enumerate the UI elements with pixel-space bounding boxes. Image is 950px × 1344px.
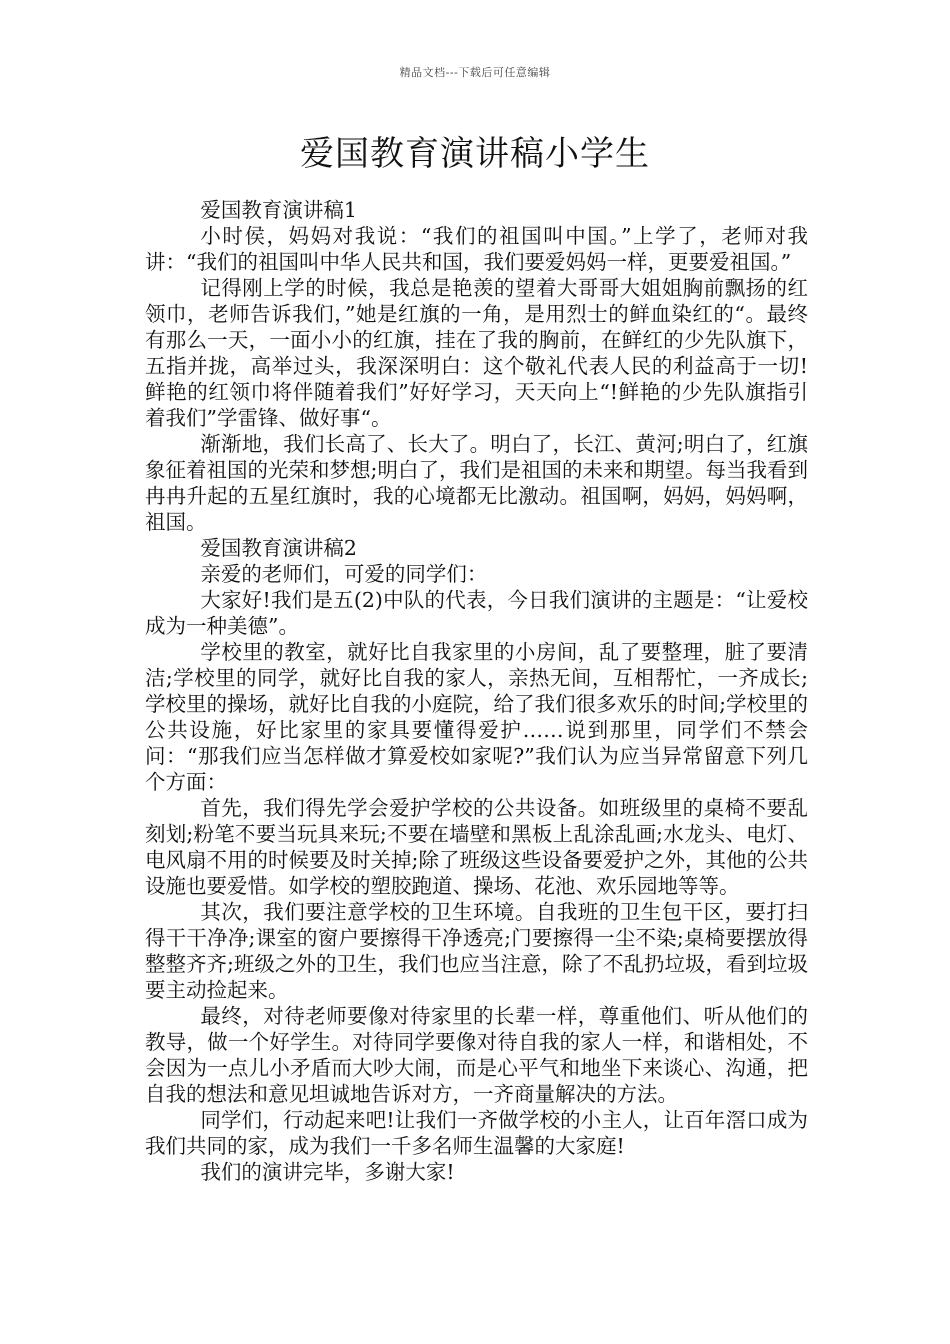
- paragraph: 渐渐地，我们长高了、长大了。明白了，长江、黄河;明白了，红旗象征着祖国的光荣和梦想;明白了，我们是祖国的未来和期望。每当我看到冉冉升起的五星红旗时，我的心境都无比激动。祖国啊，妈妈，妈妈啊，祖国。: [145, 432, 808, 534]
- paragraph: 小时侯，妈妈对我说：“我们的祖国叫中国。”上学了，老师对我讲：“我们的祖国叫中华人民共和国，我们要爱妈妈一样，更要爱祖国。”: [145, 224, 808, 274]
- salutation: 亲爱的老师们，可爱的同学们：: [200, 562, 488, 586]
- header-note: 精品文档---下载后可任意编辑: [399, 66, 551, 79]
- paragraph: 其次，我们要注意学校的卫生环境。自我班的卫生包干区，要打扫得干干净净;课室的窗户要擦得干净透亮;门要擦得一尘不染;桌椅要摆放得整整齐齐;班级之外的卫生，我们也应当注意，除了不乱扔垃圾，看到垃圾要主动捡起来。: [145, 900, 808, 1002]
- closing-line: 我们的演讲完毕，多谢大家!: [200, 1160, 455, 1184]
- paragraph: 同学们，行动起来吧!让我们一齐做学校的小主人，让百年滘口成为我们共同的家，成为我们一千多名师生温馨的大家庭!: [145, 1108, 808, 1158]
- paragraph: 最终，对待老师要像对待家里的长辈一样，尊重他们、听从他们的教导，做一个好学生。对待同学要像对待自我的家人一样，和谐相处，不会因为一点儿小矛盾而大吵大闹，而是心平气和地坐下来谈心、沟通，把自我的想法和意见坦诚地告诉对方，一齐商量解决的方法。: [145, 1004, 808, 1106]
- document-title: 爱国教育演讲稿小学生: [300, 134, 650, 174]
- document-body: [145, 197, 808, 1185]
- paragraph: 记得刚上学的时候，我总是艳羡的望着大哥哥大姐姐胸前飘扬的红领巾，老师告诉我们，”她是红旗的一角，是用烈士的鲜血染红的“。最终有那么一天，一面小小的红旗，挂在了我的胸前，在鲜红的少先队旗下，五指并拢，高举过头，我深深明白：这个敬礼代表人民的利益高于一切!鲜艳的红领巾将伴随着我们”好好学习，天天向上“!鲜艳的少先队旗指引着我们”学雷锋、做好事“。: [145, 276, 808, 430]
- section-heading-1: 爱国教育演讲稿1: [200, 198, 357, 222]
- paragraph: 首先，我们得先学会爱护学校的公共设备。如班级里的桌椅不要乱刻划;粉笔不要当玩具来玩;不要在墙壁和黑板上乱涂乱画;水龙头、电灯、电风扇不用的时候要及时关掉;除了班级这些设备要爱护之外，其他的公共设施也要爱惜。如学校的塑胶跑道、操场、花池、欢乐园地等等。: [145, 796, 808, 898]
- section-heading-2: 爱国教育演讲稿2: [200, 536, 357, 560]
- paragraph: 学校里的教室，就好比自我家里的小房间，乱了要整理，脏了要清洁;学校里的同学，就好比自我的家人，亲热无间，互相帮忙，一齐成长;学校里的操场，就好比自我的小庭院，给了我们很多欢乐的时间;学校里的公共设施，好比家里的家具要懂得爱护……说到那里，同学们不禁会问：“那我们应当怎样做才算爱校如家呢?”我们认为应当异常留意下列几个方面：: [145, 640, 808, 794]
- paragraph: 大家好!我们是五(2)中队的代表，今日我们演讲的主题是：“让爱校成为一种美德”。: [145, 588, 808, 638]
